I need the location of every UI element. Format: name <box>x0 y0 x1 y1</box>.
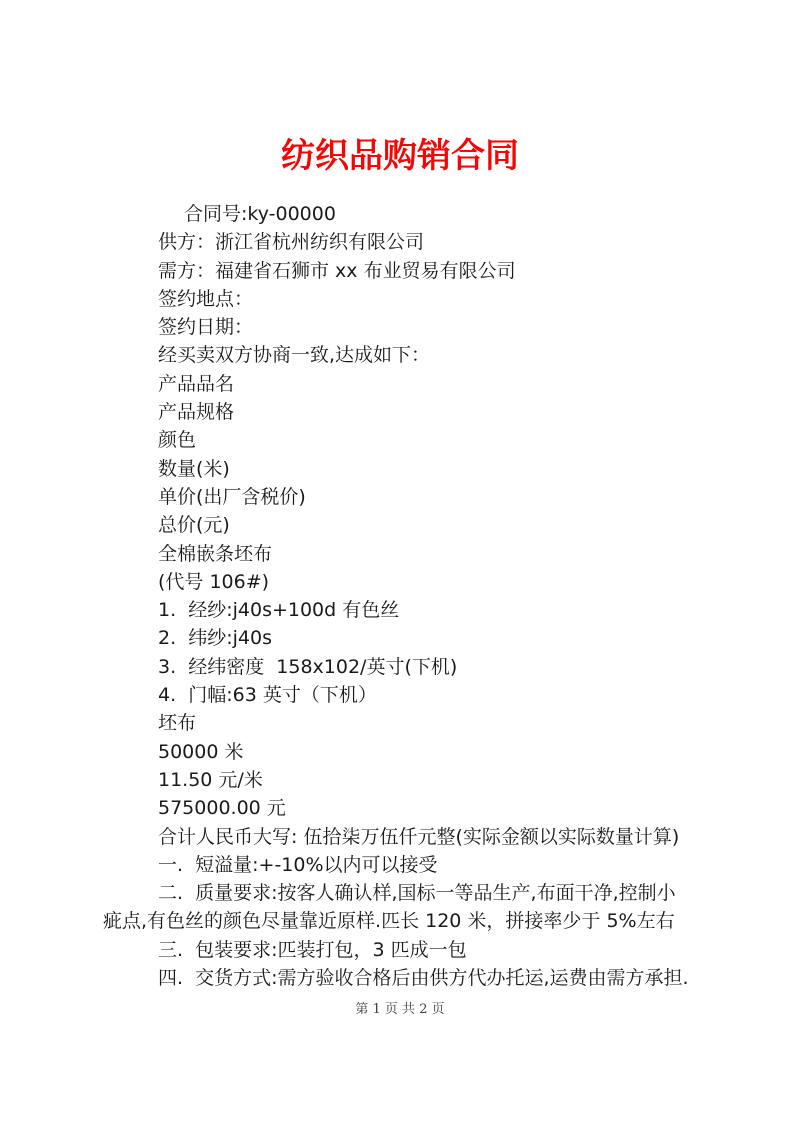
doc-line: 签约地点： <box>158 287 254 310</box>
doc-line: 数量(米) <box>158 457 230 480</box>
doc-line: (代号 106#) <box>158 570 270 593</box>
doc-line: 经买卖双方协商一致,达成如下： <box>158 344 431 367</box>
doc-line: 签约日期： <box>158 316 254 339</box>
doc-line: 产品品名 <box>158 372 235 395</box>
doc-line: 合计人民币大写: 伍拾柒万伍仟元整(实际金额以实际数量计算) <box>158 825 680 848</box>
doc-line: 1. 经纱:j40s+100d 有色丝 <box>158 599 400 622</box>
doc-line: 供方：浙江省杭州纺织有限公司 <box>158 231 425 254</box>
doc-line: 二. 质量要求:按客人确认样,国标一等品生产,布面干净,控制小 <box>158 882 676 905</box>
doc-line: 4. 门幅:63 英寸（下机） <box>158 684 377 707</box>
doc-line: 坯布 <box>158 712 197 735</box>
doc-line: 三. 包装要求:匹装打包，3 匹成一包 <box>158 938 467 961</box>
doc-line: 产品规格 <box>158 401 235 424</box>
doc-line: 2. 纬纱:j40s <box>158 627 272 650</box>
doc-line: 一. 短溢量:+-10%以内可以接受 <box>158 853 438 876</box>
doc-line: 合同号:ky-00000 <box>184 203 336 225</box>
doc-line: 疵点,有色丝的颜色尽量靠近原样.匹长 120 米，拼接率少于 5%左右 <box>103 910 675 933</box>
document-title: 纺织品购销合同 <box>281 136 519 176</box>
doc-line: 总价(元) <box>158 514 230 537</box>
doc-line: 单价(出厂含税价) <box>158 485 306 508</box>
doc-line: 575000.00 元 <box>158 797 286 820</box>
doc-line: 3. 经纬密度 158x102/英寸(下机) <box>158 655 458 678</box>
document-body <box>103 200 713 992</box>
doc-line: 四. 交货方式:需方验收合格后由供方代办托运,运费由需方承担. <box>158 967 689 990</box>
doc-line: 全棉嵌条坯布 <box>158 542 273 565</box>
doc-line: 需方：福建省石狮市 xx 布业贸易有限公司 <box>158 259 516 282</box>
doc-line: 11.50 元/米 <box>158 768 263 791</box>
doc-line: 颜色 <box>158 429 197 452</box>
doc-line: 50000 米 <box>158 740 244 763</box>
page-number-footer: 第 1 页 共 2 页 <box>355 1002 445 1017</box>
